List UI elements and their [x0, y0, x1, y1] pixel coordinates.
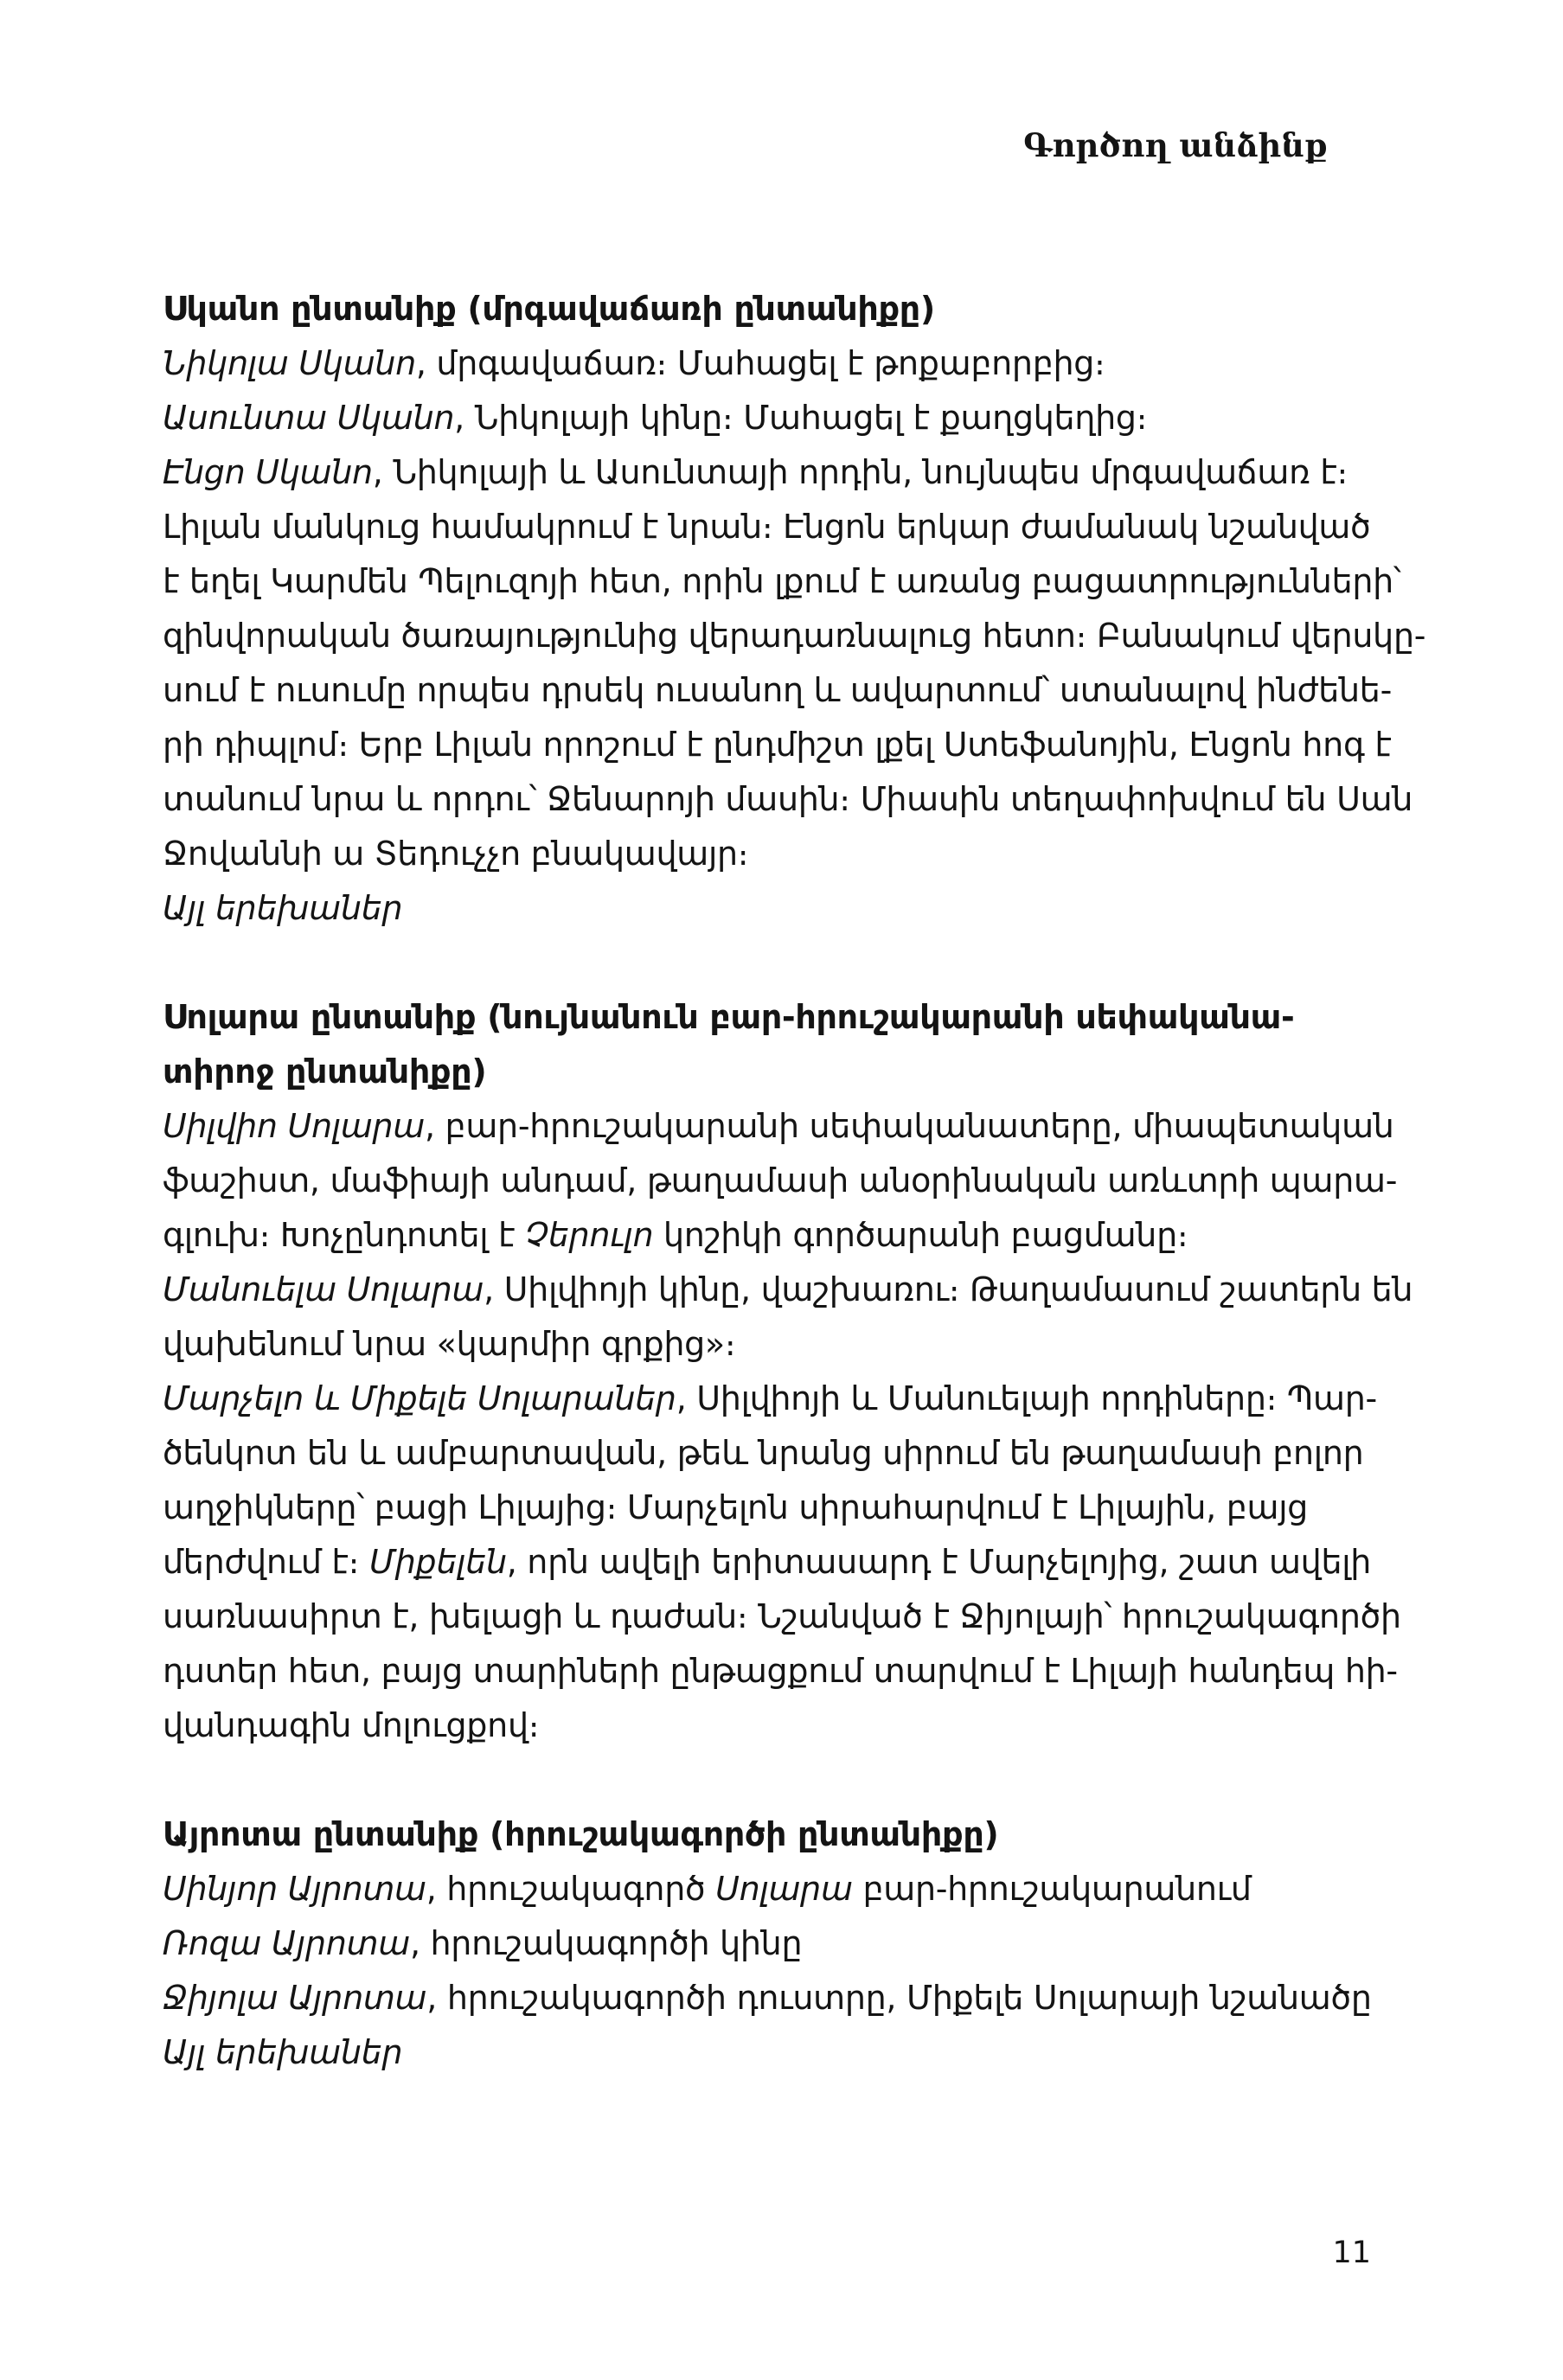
- text-line: [163, 718, 1400, 772]
- section-heading: Սկանո ընտանիք (մրգավաճառի ընտանիքը): [163, 290, 935, 328]
- body-text: , որն ավելի երիտասարդ է Մարչելոյից, շատ ավելի: [506, 1543, 1372, 1581]
- text-line: [163, 1426, 1400, 1481]
- body-text: գլուխ։ Խոչընդոտել է: [163, 1216, 526, 1254]
- text-line: [163, 445, 1400, 500]
- page-body-text: [163, 282, 1426, 2080]
- body-text: , հրուշակագործի կինը: [409, 1924, 803, 1962]
- character-name-or-emphasis: Ջիյոլա Այրոտա: [163, 1979, 427, 2017]
- body-text: զինվորական ծառայությունից վերադառնալուց հետո։ Բանակում վերսկը-: [163, 617, 1426, 655]
- character-name-or-emphasis: Չերուլո: [525, 1216, 654, 1254]
- text-line: [163, 1481, 1400, 1535]
- text-line: [163, 609, 1426, 663]
- character-name-or-emphasis: Մանուելա Սոլարա: [163, 1270, 484, 1308]
- body-text: սառնասիրտ է, խելացի և դաժան։ Նշանված է Ջիյոլայի՝ հրուշակագործի: [163, 1597, 1401, 1635]
- character-name-or-emphasis: Այլ երեխաներ: [163, 2033, 403, 2071]
- page-number: 11: [1332, 2236, 1371, 2270]
- text-line: [163, 2025, 1400, 2080]
- text-line: [163, 1699, 1400, 1753]
- body-text: , հրուշակագործի դուստրը, Միքելե Սոլարայի նշանածը: [426, 1979, 1372, 2017]
- character-name-or-emphasis: Սիլվիո Սոլարա: [163, 1107, 425, 1145]
- body-text: , բար-հրուշակարանի սեփականատերը, միապետական: [424, 1107, 1394, 1145]
- text-line: [163, 1535, 1400, 1590]
- text-line: [163, 1862, 1400, 1916]
- text-line: [163, 1590, 1400, 1644]
- body-text: Ջովաննի ա Տեդուչչո բնակավայր։: [163, 835, 749, 873]
- text-line: [163, 1263, 1413, 1317]
- section-spacer: [163, 936, 1400, 990]
- section-spacer: [163, 1753, 1400, 1807]
- character-name-or-emphasis: Միքելեն: [368, 1543, 507, 1581]
- character-name-or-emphasis: Նիկոլա Սկանո: [163, 344, 416, 382]
- text-line: [163, 1916, 1400, 1971]
- body-text: է եղել Կարմեն Պելուզոյի հետ, որին լքում է առանց բացատրությունների՝: [163, 562, 1401, 600]
- section-heading: տիրոջ ընտանիքը): [163, 1052, 487, 1091]
- body-text: Լիլան մանկուց համակրում է նրան։ Էնցոն երկար ժամանակ նշանված: [163, 508, 1371, 546]
- text-line: [163, 1971, 1400, 2025]
- body-text: սում է ուսումը որպես դրսեկ ուսանող և ավարտում՝ ստանալով ինժենե-: [163, 671, 1393, 709]
- text-line: [163, 827, 1400, 881]
- text-line: [163, 554, 1400, 609]
- body-text: ծենկոտ են և ամբարտավան, թեև նրանց սիրում են թաղամասի բոլոր: [163, 1434, 1364, 1472]
- text-line: [163, 1099, 1400, 1154]
- character-name-or-emphasis: Ասունտա Սկանո: [163, 399, 455, 437]
- body-text: , Սիլվիոյի կինը, վաշխառու։ Թաղամասում շատերն են: [484, 1270, 1413, 1308]
- section-heading: Այրոտա ընտանիք (հրուշակագործի ընտանիքը): [163, 1815, 999, 1853]
- body-text: , Նիկոլայի կինը։ Մահացել է քաղցկեղից։: [454, 399, 1148, 437]
- text-line: [163, 500, 1400, 554]
- body-text: , մրգավաճառ։ Մահացել է թոքաբորբից։: [415, 344, 1105, 382]
- text-line: [163, 391, 1400, 445]
- character-name-or-emphasis: Ռոզա Այրոտա: [163, 1924, 410, 1962]
- body-text: մերժվում է։: [163, 1543, 369, 1581]
- body-text: , Նիկոլայի և Ասունտայի որդին, նույնպես մրգավաճառ է։: [372, 453, 1348, 491]
- body-text: վանդագին մոլուցքով։: [163, 1706, 540, 1744]
- running-header: Գործող անձինք: [1023, 126, 1328, 164]
- body-text: տանում նրա և որդու՝ Ջենարոյի մասին։ Միասին տեղափոխվում են Սան: [163, 780, 1413, 818]
- body-text: վախենում նրա «կարմիր գրքից»։: [163, 1325, 736, 1363]
- text-line: [163, 772, 1413, 827]
- text-line: [163, 1644, 1400, 1699]
- text-line: [163, 1208, 1400, 1263]
- text-line: [163, 663, 1400, 718]
- character-name-or-emphasis: Սինյոր Այրոտա: [163, 1870, 426, 1908]
- character-name-or-emphasis: Էնցո Սկանո: [163, 453, 373, 491]
- body-text: , Սիլվիոյի և Մանուելայի որդիները։ Պար-: [676, 1379, 1377, 1417]
- character-name-or-emphasis: Մարչելո և Միքելե Սոլարաներ: [163, 1379, 676, 1417]
- text-line: [163, 1317, 1400, 1372]
- body-text: ֆաշիստ, մաֆիայի անդամ, թաղամասի անօրինական առևտրի պարա-: [163, 1161, 1398, 1200]
- text-line: [163, 1154, 1400, 1208]
- body-text: բար-հրուշակարանում: [852, 1870, 1252, 1908]
- character-name-or-emphasis: Սոլարա: [715, 1870, 853, 1908]
- body-text: դստեր հետ, բայց տարիների ընթացքում տարվում է Լիլայի հանդեպ հի-: [163, 1652, 1398, 1690]
- body-text: , հրուշակագործ: [426, 1870, 716, 1908]
- text-line: [163, 336, 1400, 391]
- body-text: րի դիպլոմ։ Երբ Լիլան որոշում է ընդմիշտ լքել Ստեֆանոյին, Էնցոն հոգ է: [163, 726, 1392, 764]
- body-text: աղջիկները՝ բացի Լիլայից։ Մարչելոն սիրահարվում է Լիլային, բայց: [163, 1488, 1309, 1526]
- character-name-or-emphasis: Այլ երեխաներ: [163, 889, 403, 927]
- body-text: կոշիկի գործարանի բացմանը։: [653, 1216, 1188, 1254]
- text-line: [163, 881, 1400, 936]
- text-line: [163, 1372, 1400, 1426]
- section-heading: Սոլարա ընտանիք (նույնանուն բար-հրուշակարանի սեփականա-: [163, 998, 1295, 1036]
